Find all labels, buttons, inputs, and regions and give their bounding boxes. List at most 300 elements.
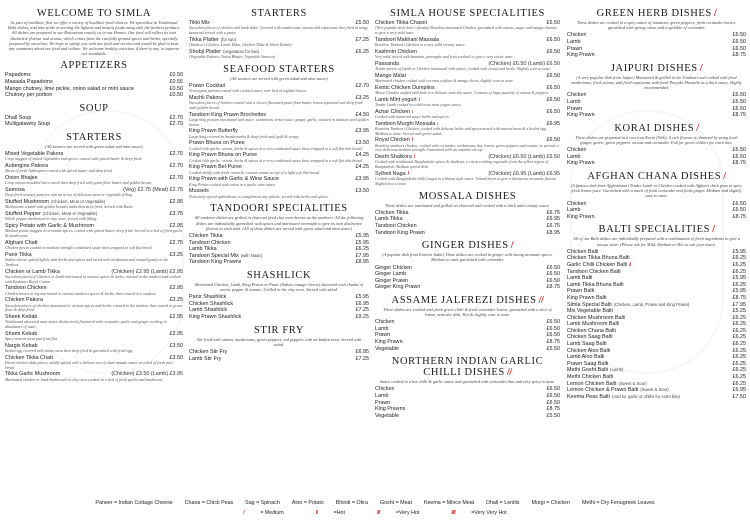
section-intro: All tandoori dishes are grilled in charcoal fired clay oven known as the tandoori. All the following dishes are individually garnished with spices and marinated overnight to give its own distinctive flavour to each dish. (All of these dishes are served with green salad and mint sauce) <box>194 215 364 231</box>
menu-item <box>375 121 560 137</box>
menu-item-price: £6.50 <box>546 72 560 79</box>
menu-item-price: £5.50 <box>546 412 560 419</box>
glossary-entry: Bhindi = Okra <box>335 500 368 506</box>
glossary-entry: Methi = Dry Fenugreek Leaves <box>581 500 655 506</box>
menu-item <box>567 99 746 106</box>
menu-item-description: Spicy minced meat pan fried flat. <box>5 336 58 341</box>
section-intro: Stir fried with onions, mushrooms, green peppers, red peppers with an Indian twist. Served with salad. <box>196 336 362 347</box>
menu-item-name-wrap <box>567 92 586 99</box>
menu-item-price: £6.95 <box>546 216 560 223</box>
menu-item-description: Marinated chicken cooked with coconut yoghurt & mango slices, slightly sour in taste. <box>375 78 514 83</box>
menu-item-row <box>567 249 746 256</box>
menu-item-price: £3.95 <box>355 176 369 183</box>
menu-item <box>5 72 183 79</box>
menu-item-row <box>567 328 746 335</box>
menu-item-name-wrap <box>375 393 389 400</box>
menu-item-price: £6.50 <box>732 32 746 39</box>
house-list <box>375 20 560 187</box>
menu-item-name: Nargis Kebab <box>5 342 38 349</box>
menu-item <box>5 175 183 186</box>
menu-item <box>5 343 183 354</box>
menu-item-price: £6.95 <box>355 349 369 356</box>
menu-item <box>5 187 183 198</box>
menu-item-name-wrap <box>375 332 390 339</box>
menu-item-price: £0.55 <box>169 79 183 86</box>
menu-item-name-wrap <box>375 271 406 278</box>
menu-item-row <box>375 339 560 346</box>
menu-item-name-wrap <box>375 265 412 272</box>
section-title-text: NORTHERN INDIAN GARLIC CHILLI DISHES <box>391 356 544 379</box>
menu-item-name: Lamb Saag Balti <box>567 341 607 348</box>
menu-item <box>5 240 183 251</box>
menu-item-name: King Prawn Butterfly <box>189 128 238 135</box>
menu-item-description: Diced chicken tikka pieces, mildly spiced with a delicate use of chatt masala sauce on a bed of fresh puri bread. <box>5 360 173 370</box>
menu-item-price: £0.50 <box>169 92 183 99</box>
menu-item <box>189 253 369 260</box>
menu-item <box>375 319 560 326</box>
section-intro: (A popular dish from Eastern India) These dishes are cooked in ginger with strong aromatic spices. Medium to taste garnished with coriander. <box>382 252 553 263</box>
section-title-seafood: SEAFOOD STARTERS <box>223 63 335 75</box>
chili-icon: //// <box>451 510 456 516</box>
menu-item <box>189 188 369 199</box>
menu-item-name-wrap <box>189 307 227 314</box>
menu-item <box>375 171 560 187</box>
menu-item-row <box>567 367 746 374</box>
section-intro: (All starters are served with green salad and mint sauce) <box>45 143 143 149</box>
menu-item-name: Garlic Chilli Chicken Balti <box>567 261 628 268</box>
menu-item-price: £2.70 <box>169 175 183 182</box>
menu-item-row <box>189 253 369 260</box>
menu-item-name: Lamb Aloo Balti <box>567 354 605 361</box>
menu-item <box>567 52 746 59</box>
menu-item-description: Cooked with tamarind sauce herbs and spices. <box>375 114 450 119</box>
menu-item-name: Tikka Platter <box>189 36 219 43</box>
menu-item <box>567 147 746 154</box>
menu-item-prices: (Chicken) £6.95 (Lamb) £6.95 <box>488 170 560 177</box>
menu-item-price: £5.95 <box>355 294 369 301</box>
menu-item-price: £6.50 <box>732 105 746 112</box>
menu-item-description: Succulent pieces of Chicken or Lamb marinated in various spices & herbs, roasted in the tandoor and cooked with Kashmiri Royal Cumin. <box>5 273 181 284</box>
menu-item-price: £5.95 <box>732 248 746 255</box>
glossary <box>0 500 750 506</box>
menu-item-row <box>567 354 746 361</box>
menu-item-name: Lamb Mint yogurt <box>375 96 417 103</box>
menu-item <box>5 269 183 285</box>
menu-item-row <box>5 121 183 128</box>
menu-item-name-wrap <box>567 354 604 361</box>
menu-item-name: King Prawn <box>567 160 595 167</box>
menu-item-price: £6.50 <box>732 200 746 207</box>
menu-item-row <box>567 394 746 401</box>
menu-item-row <box>567 381 746 388</box>
chili-icon: / <box>510 240 514 252</box>
menu-item <box>5 331 183 342</box>
section-intro: These dishes are prepared in a cast iron Korai (Wok). A rich flavour is obtained by using fresh ginger, garlic, green peppers, onions and coriander. Fab for green chillies for extra bite. <box>575 134 738 145</box>
menu-item <box>567 269 746 276</box>
menu-item-name-wrap <box>567 201 586 208</box>
section-title-soup: SOUP <box>79 102 109 114</box>
section-title-green-herb <box>567 8 746 19</box>
menu-item-name: Mango chutney, lime pickle, onion salad or mint sauce <box>5 85 135 92</box>
menu-item-description: Mashed potato nuggets in aromatic spices, coated with spiced batter, deep fried. Served in a bed of fried garlic & mushrooms. <box>5 228 183 239</box>
menu-item-name: Vegetable <box>375 345 399 352</box>
menu-item-name-wrap <box>375 278 408 285</box>
menu-item <box>375 210 560 217</box>
menu-item-price: £7.25 <box>355 36 369 43</box>
menu-item-name: Chicken Chana Balti <box>567 327 616 334</box>
chili-icon: / <box>407 170 409 177</box>
menu-item-name: Tandoori Makhani Massala <box>375 36 440 43</box>
menu-item-row <box>5 72 183 79</box>
menu-item-row <box>189 314 369 321</box>
menu-item-name: Kashmiri Chicken <box>375 48 417 55</box>
menu-item-row <box>5 115 183 122</box>
menu-item-row <box>567 52 746 59</box>
chili-icon: / <box>723 170 726 182</box>
menu-item-name: Masaala Papadoms <box>5 79 53 86</box>
menu-item-row <box>567 361 746 368</box>
menu-item <box>567 315 746 322</box>
menu-item-row <box>375 278 560 285</box>
section-title-house: SIMLA HOUSE SPECIALITIES <box>390 8 545 19</box>
menu-item-name-wrap <box>5 92 52 99</box>
chili-icon: / <box>413 154 415 161</box>
menu-item-name-wrap <box>375 346 399 353</box>
menu-item-price: £8.95 <box>546 229 560 236</box>
menu-item-price: £8.75 <box>546 339 560 346</box>
menu-item-name-wrap <box>375 400 390 407</box>
menu-item-name-wrap <box>567 207 581 214</box>
menu-item-name: Stuffed Pepper <box>5 211 41 218</box>
menu-item-row <box>567 214 746 221</box>
menu-item-row <box>189 246 369 253</box>
menu-item-name: Lemon Chicken & Prawn Balti <box>567 387 639 394</box>
menu-item <box>567 32 746 39</box>
glossary-entry: Murgi = Chicken <box>531 500 570 506</box>
menu-item-name: Tandoori Murghi Mossala <box>375 120 436 127</box>
menu-item <box>189 314 369 321</box>
menu-item <box>189 128 369 139</box>
section-title-jalfrezi <box>375 295 560 306</box>
menu-item-name-wrap <box>567 302 689 309</box>
menu-item-description: Boneless Tandoori Chicken in a very mild creamy sauce. <box>375 42 466 47</box>
menu-item <box>189 37 369 48</box>
menu-item-note: (Chicken, Meat or Vegetable) <box>50 199 106 205</box>
menu-item <box>567 201 746 208</box>
menu-item-description: Cooked with traditional Bangladeshi spices & shatkora, a citrus cooking vegetable from the sylhet region of Bangladesh. Medium spiced dish. <box>375 159 549 170</box>
menu-item-price: £2.95 <box>169 285 183 292</box>
menu-item <box>5 151 183 162</box>
menu-item-description: (Tandoori Chicken, Lamb Tikka, Chicken Tikka & Sheek Kebab) <box>189 42 292 47</box>
menu-item <box>567 255 746 262</box>
menu-item-name: Mixed Vegetable Pakora <box>5 151 64 158</box>
menu-item-name: Tandoori King Prawns <box>189 259 242 266</box>
menu-item-price: £7.50 <box>732 393 746 400</box>
menu-item-name-wrap <box>567 99 581 106</box>
menu-item-row <box>375 216 560 223</box>
menu-item-price: £4.50 <box>355 111 369 118</box>
menu-item-name-wrap <box>567 249 598 256</box>
section-title-tandoori: TANDOORI SPECIALITIES <box>210 203 348 215</box>
menu-item-name: Lamb Tikka <box>375 216 403 223</box>
menu-item-description: Succulent pieces of chicken marinated in various spices and herbs, roasted in the tandoor then coated in gram flour & deep fried. <box>5 302 182 313</box>
menu-item <box>5 92 183 99</box>
menu-item-name: Tandoori Chicken <box>189 239 231 246</box>
chili-icon: / <box>712 224 715 236</box>
garlic-chilli-list <box>375 386 560 419</box>
menu-item-name: Chicken <box>567 200 587 207</box>
menu-item-name: Chicken <box>567 32 587 39</box>
menu-item <box>189 246 369 253</box>
menu-item <box>567 282 746 289</box>
menu-item <box>5 199 183 210</box>
menu-item-price: £2.75 <box>169 239 183 246</box>
menu-item-name-wrap <box>189 356 221 363</box>
menu-item-price: £6.95 <box>732 387 746 394</box>
menu-item-name: Tikki Mix <box>189 20 210 26</box>
menu-item-note: (Lamb) <box>610 367 624 373</box>
menu-item-description: Slices of fresh Aubergines coated with spiced batter and deep fried. <box>5 168 113 174</box>
menu-item-name-wrap <box>375 406 405 413</box>
menu-item <box>375 49 560 60</box>
section-title-jaipuri <box>567 63 746 74</box>
menu-item <box>375 346 560 353</box>
chili-icon: // <box>315 510 318 516</box>
menu-item-description: Chicken breast or leg marinated in various tandoori spices & herbs, then roasted in a tandoor. <box>5 290 157 296</box>
menu-item-name: King Prawn Balti <box>567 294 607 301</box>
menu-item-name: Lamb Tikka <box>189 246 217 253</box>
menu-item <box>567 295 746 302</box>
section-title-starters-2: STARTERS <box>251 8 307 19</box>
menu-item-price: £6.50 <box>546 264 560 271</box>
menu-item <box>375 73 560 84</box>
menu-item-price: £3.50 <box>355 188 369 195</box>
jalfrezi-list <box>375 319 560 352</box>
menu-item-note: (for two) <box>220 36 237 42</box>
menu-item <box>189 294 369 301</box>
menu-item-name-wrap <box>189 246 217 253</box>
menu-item-description: Marinated chicken or lamb barbecued in clay oven cooked on a bed of fresh garlic and mushroom. <box>5 376 164 382</box>
glossary-entry: Keema = Mince Meat <box>423 500 475 506</box>
menu-item-price: £5.95 <box>355 239 369 246</box>
menu-item <box>567 214 746 221</box>
menu-item-name: Deshi Shatkora <box>375 154 412 161</box>
menu-item-row <box>5 86 183 93</box>
menu-item-name: Vegetable <box>375 412 399 419</box>
menu-item <box>5 223 183 239</box>
section-intro: These dishes are marinated and grilled on charcoal and cooked with a thick mild creamy sauce. <box>385 202 550 208</box>
menu-item-name-wrap <box>5 72 31 79</box>
menu-item-name-wrap <box>567 275 592 282</box>
menu-item-name-wrap <box>567 308 613 315</box>
section-intro: These dishes are cooked with fresh green chilli & fresh coriander leaves, garnished with a slice of lemon, semi dry dish. Hot & slightly sour to taste. <box>383 306 552 318</box>
menu-item-price: £7.25 <box>355 307 369 314</box>
menu-item-description: Boiled egg covered with mince meat then deep fried & garnished with fried egg. <box>5 348 134 353</box>
menu-item-price: £6.25 <box>732 255 746 262</box>
menu-item-name: Chicken <box>567 92 587 99</box>
legend-entry <box>308 510 353 516</box>
menu-item-name: Chicken Tikka <box>375 209 409 216</box>
menu-item-price: £6.50 <box>546 332 560 339</box>
menu-item-description: Cooked with garlic, onions, herbs & spices in a very condensed sauce then wrapped in a soft flat thin bread. <box>189 145 363 151</box>
menu-item-name-wrap <box>567 255 630 262</box>
menu-item-price: £6.50 <box>546 319 560 326</box>
menu-item-name: Lemon Chicken Balti <box>567 380 617 387</box>
menu-item-name-wrap <box>567 348 610 355</box>
menu-item <box>189 140 369 151</box>
menu-item-price: £8.75 <box>732 160 746 167</box>
menu-item-row <box>567 308 746 315</box>
menu-item-name-wrap <box>189 314 241 321</box>
menu-item-price: £6.25 <box>732 327 746 334</box>
menu-item-name: Chicken <box>375 386 395 393</box>
menu-item-name: Lamb <box>567 207 581 214</box>
glossary-entry: Paneer = Indian Cottage Cheese <box>95 500 173 506</box>
menu-item <box>375 154 560 170</box>
menu-item-row <box>567 374 746 381</box>
menu-item-row <box>567 315 746 322</box>
menu-item <box>5 355 183 371</box>
menu-item-row <box>189 259 369 266</box>
menu-item-price: £2.70 <box>169 114 183 121</box>
menu-column-3 <box>375 4 560 419</box>
menu-item-name: Shobji Platter <box>189 48 222 55</box>
menu-item <box>189 240 369 247</box>
menu-item <box>189 152 369 163</box>
menu-item-row <box>189 301 369 308</box>
menu-item-name-wrap <box>375 284 420 291</box>
menu-item-row <box>567 302 746 309</box>
menu-item-price: £5.50 <box>546 345 560 352</box>
menu-item-row <box>567 147 746 154</box>
menu-item-price: £6.50 <box>546 393 560 400</box>
menu-item-name-wrap <box>567 315 625 322</box>
menu-item-price: £6.50 <box>546 386 560 393</box>
menu-item-name-wrap <box>567 374 613 381</box>
menu-item-name-wrap <box>5 79 53 86</box>
menu-item-row <box>567 32 746 39</box>
menu-item <box>567 160 746 167</box>
menu-item <box>189 164 369 175</box>
menu-item-row <box>375 393 560 400</box>
menu-item-name: Chicken Pakora <box>5 297 44 304</box>
menu-item-price: £6.50 <box>546 36 560 43</box>
menu-item-row <box>567 321 746 328</box>
menu-item-name: King Prawn <box>375 339 403 346</box>
menu-item-name: Machli Pakora <box>189 94 224 101</box>
menu-item-price: £7.25 <box>355 355 369 362</box>
section-title-garlic-chilli <box>375 356 560 378</box>
menu-item-price: £6.25 <box>732 374 746 381</box>
menu-item-price: £6.50 <box>546 20 560 26</box>
menu-item-price: £7.95 <box>732 301 746 308</box>
menu-item-name: Panir Tikka <box>5 251 32 258</box>
section-title-appetizers: APPETIZERS <box>60 60 128 72</box>
menu-item <box>567 387 746 394</box>
menu-item-price: £8.75 <box>732 294 746 301</box>
menu-item-price: £6.50 <box>546 48 560 55</box>
section-intro: Marinated Chicken, Lamb, King Prawn or Panir (Indian cottage cheese) skewered with chunks of onion, pepper & tomato. Grilled in the clay oven. Served with salad. <box>194 281 364 293</box>
menu-item-description: (Vegetable Pakora, Onion Bhajee, Vegetable Samosa) <box>189 54 276 59</box>
menu-item <box>375 20 560 36</box>
menu-item-name: Chicken Saag Balti <box>567 334 613 341</box>
chili-icon: / <box>411 137 413 144</box>
menu-item-row <box>567 341 746 348</box>
glossary-entry: Chana = Chick Peas <box>184 500 234 506</box>
menu-item-name-wrap <box>375 326 389 333</box>
menu-item-price: £2.95 <box>169 330 183 337</box>
menu-item <box>189 95 369 111</box>
glossary-entry: Gosht = Meat <box>379 500 412 506</box>
menu-item-price: £6.25 <box>355 246 369 253</box>
section-title-welcome: WELCOME TO SIMLA <box>36 8 152 19</box>
menu-item-name: King Prawn Bel-Puree <box>189 164 243 171</box>
menu-item-price: £2.95 <box>169 199 183 206</box>
soup-list <box>5 115 183 128</box>
tandoori-list <box>189 233 369 266</box>
section-title-text: KORAI DISHES <box>614 122 695 134</box>
menu-item-name: Exotic Chicken Dumplins <box>375 84 435 91</box>
menu-item-row <box>189 307 369 314</box>
menu-item-price: £5.25 <box>732 308 746 315</box>
menu-column-1 <box>5 4 183 383</box>
section-title-text: GREEN HERB DISHES <box>596 8 712 19</box>
menu-item-price: £5.50 <box>355 20 369 26</box>
menu-item-name-wrap <box>189 259 241 266</box>
menu-item-name: Shami Kebab <box>5 330 38 337</box>
menu-item-description: Tender pieces of Lamb or Chicken marinated with spices, cooked with cream and herbs. Slightly sour in taste. <box>375 66 551 71</box>
menu-item-price: £3.25 <box>169 251 183 258</box>
section-title-stir-fry: STIR FRY <box>253 324 305 336</box>
menu-item <box>375 109 560 120</box>
menu-item-description: (Very popular dish from Calcutta) Boneless marinated Chicken, garnished with onions, sugar and mango chutney to give a very mild taste. <box>375 25 558 35</box>
menu-item-name: Prawn Balti <box>567 288 595 295</box>
legend-entry <box>235 510 291 516</box>
menu-item-price: £2.70 <box>355 82 369 89</box>
menu-item <box>567 394 746 401</box>
menu-item <box>567 207 746 214</box>
chili-icon: / <box>699 62 703 74</box>
menu-item-row <box>189 240 369 247</box>
menu-item-name-wrap <box>5 115 31 122</box>
menu-item-row <box>567 334 746 341</box>
section-title-shashlick: SHASHLICK <box>246 269 312 281</box>
menu-item-name: Lamb <box>567 39 581 45</box>
menu-item-row <box>375 346 560 353</box>
section-title-korai <box>567 123 746 134</box>
legend-label: =Very Very Hot <box>471 510 507 516</box>
section-title-text: ASSAME JALFREZI DISHES <box>391 294 537 306</box>
menu-item <box>567 348 746 355</box>
menu-item-name-wrap <box>189 240 231 247</box>
menu-item-name: Prawn <box>567 105 583 112</box>
menu-item-row <box>375 271 560 278</box>
menu-item <box>375 265 560 272</box>
menu-item-price: £6.25 <box>732 314 746 321</box>
menu-item-row <box>375 400 560 407</box>
section-title-text: AFGHAN CHANA DISHES <box>587 170 722 182</box>
menu-item-prices: (Chicken) £3.50 (Lamb) £3.95 <box>111 371 183 378</box>
menu-item-prices: (Veg) £2.75 (Meat) £2.75 <box>123 187 183 194</box>
menu-item-name: Royal Chicken <box>375 137 410 144</box>
chili-icon: // <box>506 367 512 379</box>
menu-item-row <box>567 255 746 262</box>
menu-item-price: £6.25 <box>732 334 746 341</box>
menu-item <box>5 211 183 222</box>
jaipuri-list <box>567 92 746 118</box>
menu-item-name: Panir Shashlick <box>189 294 227 301</box>
menu-item-name: Tandoori Chicken <box>5 285 47 292</box>
